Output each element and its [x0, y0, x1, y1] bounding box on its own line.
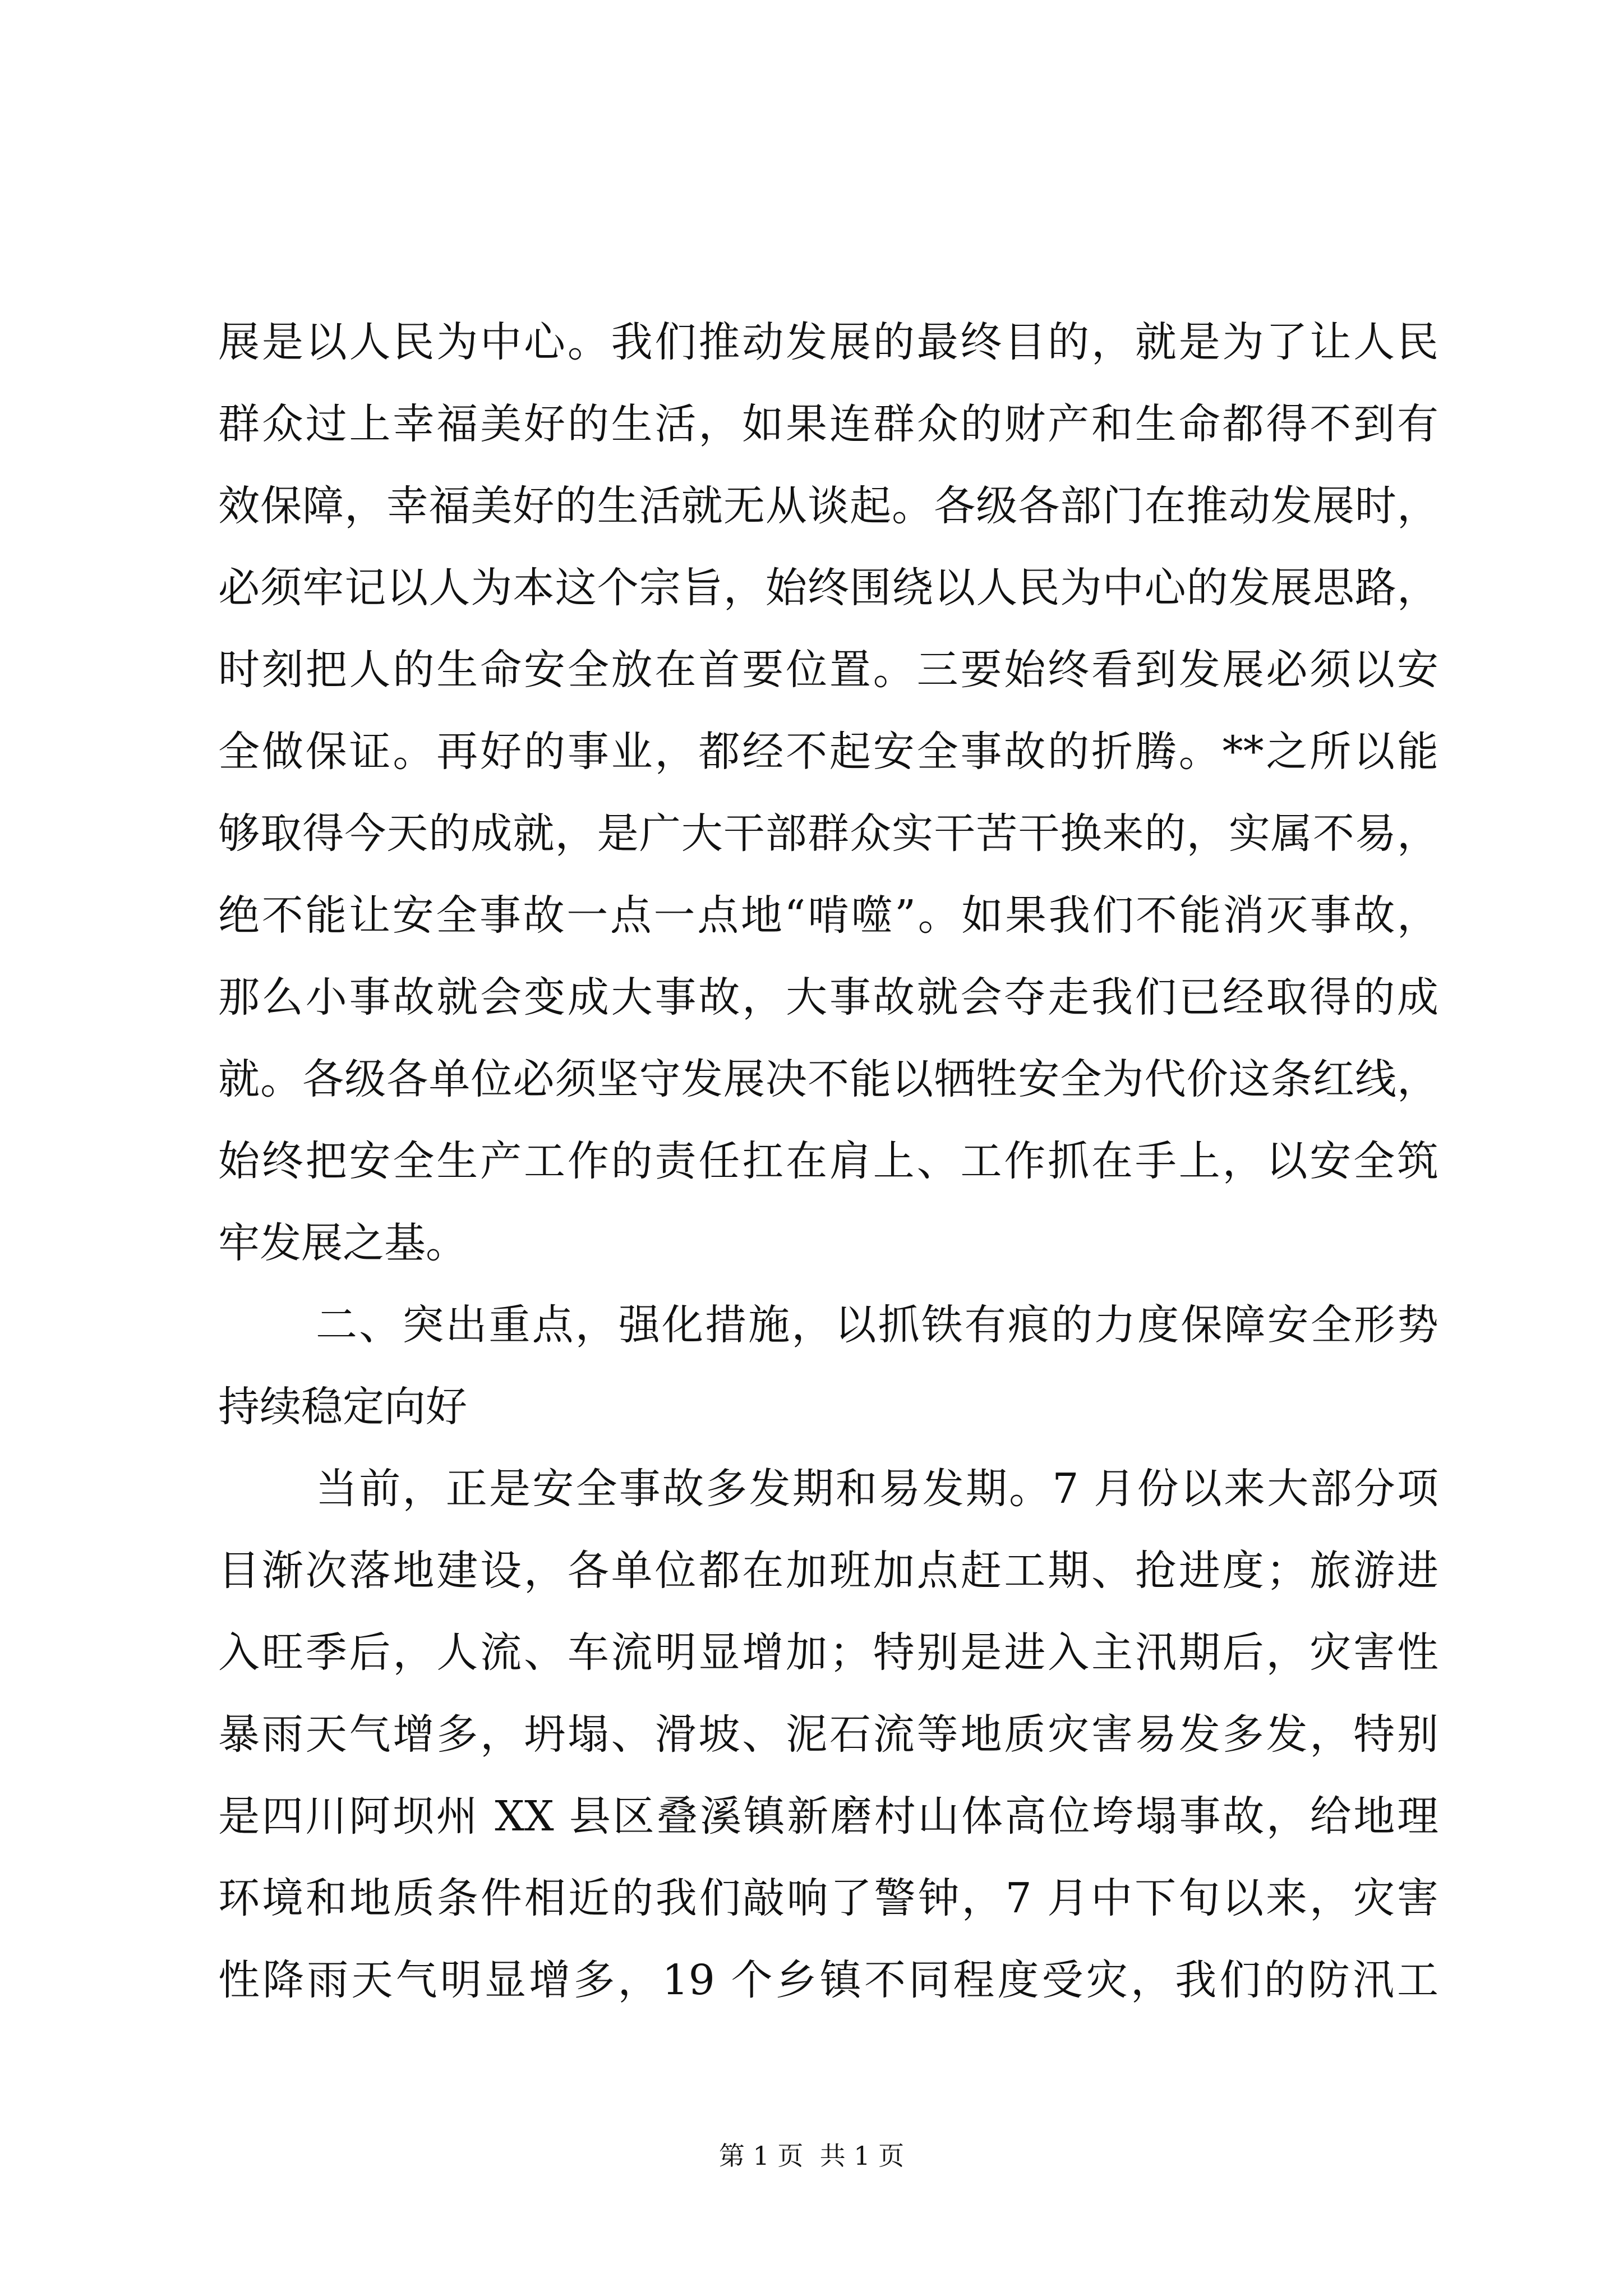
- text-line: 入旺季后，人流、车流明显增加；特别是进入主汛期后，灾害性: [218, 1628, 1438, 1677]
- text-line: 必须牢记以人为本这个宗旨，始终围绕以人民为中心的发展思路，: [218, 564, 1438, 612]
- text-line: 目渐次落地建设，各单位都在加班加点赶工期、抢进度；旅游进: [218, 1547, 1438, 1595]
- heading-line: 二、突出重点，强化措施，以抓铁有痕的力度保障安全形势: [316, 1301, 1438, 1349]
- text-line: 全做保证。再好的事业，都经不起安全事故的折腾。**之所以能: [218, 728, 1438, 776]
- text-line: 就。各级各单位必须坚守发展决不能以牺牲安全为代价这条红线，: [218, 1055, 1438, 1103]
- text-line: 性降雨天气明显增多，19 个乡镇不同程度受灾，我们的防汛工: [218, 1956, 1438, 2004]
- text-line: 当前，正是安全事故多发期和易发期。7 月份以来大部分项: [316, 1465, 1438, 1513]
- text-line: 绝不能让安全事故一点一点地“啃噬”。如果我们不能消灭事故，: [218, 891, 1438, 940]
- text-line: 暴雨天气增多，坍塌、滑坡、泥石流等地质灾害易发多发，特别: [218, 1710, 1438, 1759]
- body-paragraph: [218, 1448, 1438, 2021]
- text-line: 够取得今天的成就，是广大干部群众实干苦干换来的，实属不易，: [218, 809, 1438, 858]
- text-line: 始终把安全生产工作的责任扛在肩上、工作抓在手上，以安全筑: [218, 1137, 1438, 1185]
- text-line: 时刻把人的生命安全放在首要位置。三要始终看到发展必须以安: [218, 646, 1438, 694]
- text-line: 牢发展之基。: [218, 1219, 467, 1267]
- body-paragraph: [218, 301, 1438, 1284]
- page-number-footer: 第 1 页 共 1 页: [718, 2141, 905, 2171]
- text-line: 效保障，幸福美好的生活就无从谈起。各级各部门在推动发展时，: [218, 482, 1438, 530]
- text-line: 群众过上幸福美好的生活，如果连群众的财产和生命都得不到有: [218, 400, 1438, 448]
- text-line: 是四川阿坝州 XX 县区叠溪镇新磨村山体高位垮塌事故，给地理: [218, 1792, 1438, 1841]
- section-heading: [218, 1284, 1438, 1448]
- heading-line: 持续稳定向好: [218, 1383, 467, 1431]
- text-line: 那么小事故就会变成大事故，大事故就会夺走我们已经取得的成: [218, 973, 1438, 1022]
- document-body: [218, 301, 1438, 2021]
- text-line: 环境和地质条件相近的我们敲响了警钟，7 月中下旬以来，灾害: [218, 1874, 1438, 1922]
- text-line: 展是以人民为中心。我们推动发展的最终目的，就是为了让人民: [218, 318, 1438, 366]
